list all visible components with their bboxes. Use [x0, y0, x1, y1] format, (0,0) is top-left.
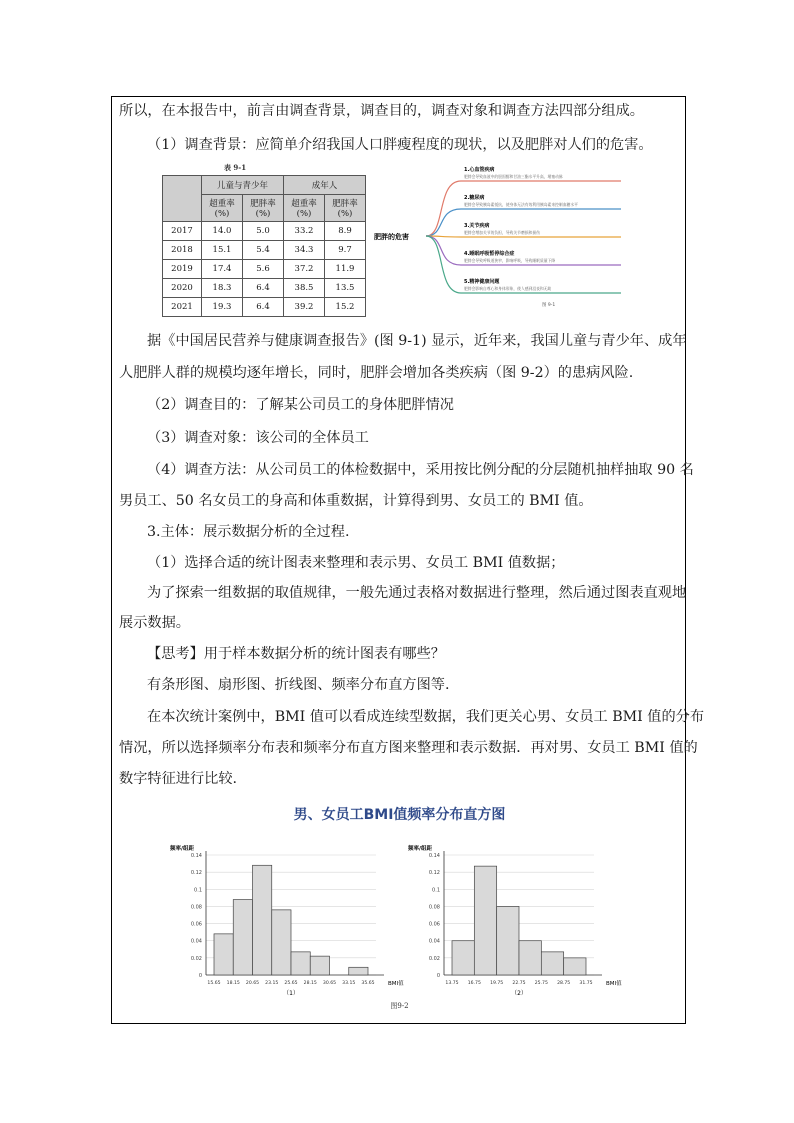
histogram-bar [253, 865, 272, 975]
cell: 6.4 [243, 279, 284, 298]
cell: 5.0 [243, 222, 284, 241]
sub-header: 肥胖率(%) [325, 195, 366, 222]
mindmap-branch-title: 2.糖尿病 [464, 195, 485, 201]
x-tick-label: 25.75 [534, 981, 548, 986]
sub-header: 肥胖率(%) [243, 195, 284, 222]
cell: 33.2 [284, 222, 325, 241]
figure-9-2-caption: 图9-2 [390, 1002, 409, 1010]
row-year: 2017 [163, 222, 202, 241]
para-preface-structure: 所以，在本报告中，前言由调查背景，调查目的，调查对象和调查方法四部分组成。 [119, 103, 644, 119]
cell: 18.3 [202, 279, 243, 298]
mindmap-branch-desc: 肥胖会导致胰岛素抵抗，使身体无法有效利用胰岛素来控制血糖水平 [464, 202, 578, 207]
table-row [163, 298, 366, 317]
cell: 39.2 [284, 298, 325, 317]
para-explore-line1: 为了探索一组数据的取值规律，一般先通过表格对数据进行整理，然后通过图表直观地 [147, 585, 687, 601]
y-tick-label: 0.06 [190, 921, 202, 928]
row-year: 2020 [163, 279, 202, 298]
cell: 15.1 [202, 241, 243, 260]
mindmap-branch-title: 3.关节疾病 [464, 223, 490, 229]
para-survey-method-line2: 男员工、50 名女员工的身高和体重数据，计算得到男、女员工的 BMI 值。 [119, 493, 593, 509]
y-tick-label: 0 [436, 973, 440, 979]
row-year: 2021 [163, 298, 202, 317]
cell: 17.4 [202, 260, 243, 279]
y-tick-label: 0.12 [190, 870, 202, 877]
cell: 34.3 [284, 241, 325, 260]
x-tick-label: 28.15 [303, 981, 317, 986]
x-tick-label: 33.15 [342, 981, 356, 986]
mindmap-caption: 图 9-1 [542, 303, 556, 308]
y-tick-label: 0.04 [190, 938, 202, 945]
para-body-heading: 3.主体：展示数据分析的全过程. [147, 524, 350, 540]
y-tick-label: 0.02 [190, 955, 202, 962]
table-9-1 [162, 175, 366, 317]
x-tick-label: 13.75 [445, 981, 459, 986]
y-tick-label: 0.14 [428, 853, 440, 859]
histogram-bar [497, 906, 519, 975]
mindmap-branch-desc: 肥胖会影响自尊心和身体形象，使人感到沮丧和无助 [464, 286, 552, 291]
table-row [163, 222, 366, 241]
mindmap-branch-desc: 肥胖会增加关节的负担，导致关节磨损和损伤 [464, 230, 540, 235]
sub-header: 超重率(%) [284, 195, 325, 222]
cell: 15.2 [325, 298, 366, 317]
group-header-children: 儿童与青少年 [202, 176, 284, 195]
para-survey-background: （1）调查背景：应简单介绍我国人口胖瘦程度的现状，以及肥胖对人们的危害。 [147, 137, 653, 153]
table-9-1-title: 表 9-1 [224, 163, 247, 172]
mindmap-branch-desc: 肥胖会导致呼吸道狭窄，影响呼吸，导致睡眠质量下降 [464, 258, 556, 263]
x-tick-label: 30.65 [322, 981, 337, 986]
y-tick-label: 0 [198, 973, 202, 979]
cell: 11.9 [325, 260, 366, 279]
para-think: 【思考】用于样本数据分析的统计图表有哪些？ [147, 646, 445, 662]
y-tick-label: 0.06 [428, 921, 440, 928]
x-axis-label: BMI值 [388, 981, 404, 987]
x-tick-label: 23.15 [265, 981, 279, 986]
x-tick-label: 15.65 [207, 981, 221, 986]
cell: 14.0 [202, 222, 243, 241]
subchart-label: （1） [283, 990, 299, 997]
para-case-line1: 在本次统计案例中，BMI 值可以看成连续型数据，我们更关心男、女员工 BMI 值的分布 [147, 709, 705, 725]
histogram-bar [452, 941, 474, 975]
x-tick-label: 18.15 [226, 981, 240, 986]
para-choose-charts: （1）选择合适的统计图表来整理和表示男、女员工 BMI 值数据； [147, 555, 565, 571]
x-tick-label: 20.65 [245, 981, 260, 986]
cell: 5.6 [243, 260, 284, 279]
histogram-bar [291, 952, 310, 975]
cell: 37.2 [284, 260, 325, 279]
table-corner [163, 176, 202, 222]
x-tick-label: 25.65 [284, 981, 298, 986]
histogram-bar [474, 866, 496, 975]
x-tick-label: 16.75 [467, 981, 481, 986]
para-case-line2: 情况，所以选择频率分布表和频率分布直方图来整理和表示数据．再对男、女员工 BMI 值的 [119, 740, 698, 756]
y-tick-label: 0.12 [428, 870, 440, 877]
subchart-label: （2） [511, 990, 527, 997]
sub-header: 超重率(%) [202, 195, 243, 222]
histogram-bar [519, 941, 541, 975]
x-tick-label: 22.75 [512, 981, 526, 986]
y-tick-label: 0.02 [428, 955, 440, 962]
para-survey-subject: （3）调查对象：该公司的全体员工 [147, 430, 369, 446]
y-axis-label: 频率/组距 [408, 846, 433, 852]
mindmap-branch-title: 1.心血管疾病 [464, 167, 495, 173]
cell: 13.5 [325, 279, 366, 298]
row-year: 2019 [163, 260, 202, 279]
obesity-hazards-mindmap [366, 159, 636, 309]
histogram-bar [349, 967, 368, 975]
histogram-bar [272, 910, 291, 975]
cell: 9.7 [325, 241, 366, 260]
y-tick-label: 0.1 [432, 887, 440, 894]
y-tick-label: 0.1 [194, 887, 202, 894]
y-tick-label: 0.04 [428, 938, 440, 945]
cell: 19.3 [202, 298, 243, 317]
histogram-bar [541, 952, 563, 975]
histogram-title: 男、女员工BMI值频率分布直方图 [293, 807, 506, 823]
para-report-cite-line2: 人肥胖人群的规模均逐年增长，同时，肥胖会增加各类疾病（图 9-2）的患病风险. [119, 365, 634, 381]
y-tick-label: 0.14 [190, 853, 202, 859]
y-axis-label: 频率/组距 [170, 846, 195, 852]
para-explore-line2: 展示数据。 [119, 615, 190, 631]
cell: 6.4 [243, 298, 284, 317]
para-report-cite-line1: 据《中国居民营养与健康调查报告》(图 9-1) 显示，近年来，我国儿童与青少年、成年 [147, 333, 687, 349]
mindmap-branch-line [426, 236, 621, 237]
table-row [163, 260, 366, 279]
histogram-male [164, 841, 404, 1001]
x-axis-label: BMI值 [606, 981, 622, 987]
x-tick-label: 31.75 [579, 981, 593, 986]
y-tick-label: 0.08 [190, 904, 202, 911]
table-row [163, 279, 366, 298]
cell: 38.5 [284, 279, 325, 298]
histogram-bar [214, 934, 233, 975]
x-tick-label: 28.75 [557, 981, 571, 986]
mindmap-branch-title: 4.睡眠呼吸暂停综合症 [464, 251, 515, 257]
mindmap-branch-desc: 肥胖会导致血液中的胆固醇和甘油三酯水平升高，堵塞动脉 [464, 174, 563, 179]
para-survey-purpose: （2）调查目的：了解某公司员工的身体肥胖情况 [147, 397, 454, 413]
cell: 8.9 [325, 222, 366, 241]
para-case-line3: 数字特征进行比较. [119, 771, 238, 787]
histogram-female [402, 841, 642, 1001]
group-header-adults: 成年人 [284, 176, 366, 195]
cell: 5.4 [243, 241, 284, 260]
x-tick-label: 19.75 [490, 981, 504, 986]
histogram-bar [310, 956, 329, 975]
mindmap-branch-title: 5.精神健康问题 [464, 279, 500, 285]
mindmap-center: 肥胖的危害 [374, 233, 409, 241]
report-frame [111, 96, 705, 1024]
para-chart-types: 有条形图、扇形图、折线图、频率分布直方图等. [147, 677, 450, 693]
row-year: 2018 [163, 241, 202, 260]
table-row [163, 241, 366, 260]
y-tick-label: 0.08 [428, 904, 440, 911]
x-tick-label: 35.65 [361, 981, 375, 986]
histogram-bar [564, 958, 586, 975]
para-survey-method-line1: （4）调查方法：从公司员工的体检数据中，采用按比例分配的分层随机抽样抽取 90 名 [147, 462, 694, 478]
histogram-bar [233, 900, 252, 975]
